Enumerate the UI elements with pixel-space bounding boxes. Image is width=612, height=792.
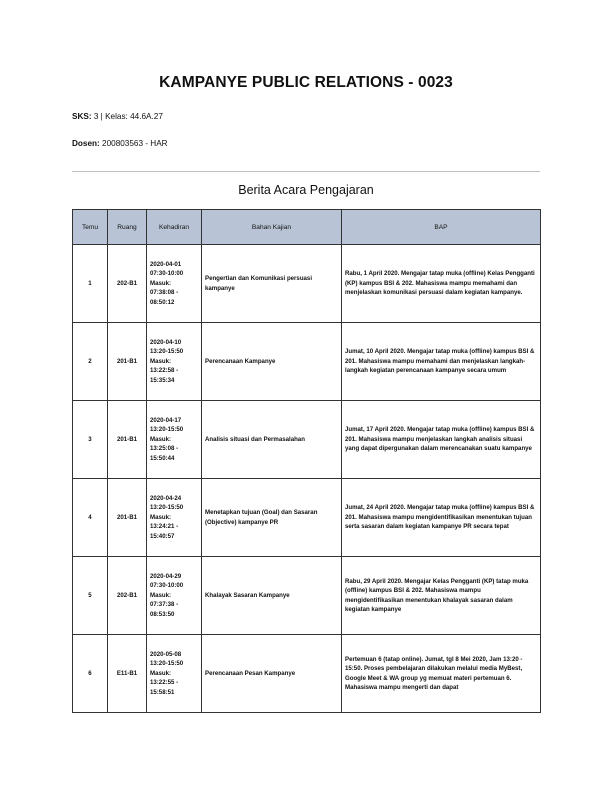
cell-temu: 1 [73,245,108,323]
table-row [73,635,541,713]
cell-ruang: 202-B1 [108,245,147,323]
header-temu: Temu [73,210,108,245]
bap-table [72,209,541,713]
dosen-value: 200803563 - HAR [102,139,168,148]
cell-bap: Jumat, 10 April 2020. Mengajar tatap muka (offline) kampus BSI & 201. Mahasiswa mampu memahami dan menjelaskan langkah-langkah kegiatan perencanaan kampanye secara umum [342,323,541,401]
cell-ruang: 202-B1 [108,557,147,635]
cell-ruang: 201-B1 [108,479,147,557]
table-row [73,401,541,479]
sks-kelas-line [72,112,163,121]
cell-bahan-kajian: Pengertian dan Komunikasi persuasi kampanye [202,245,342,323]
cell-bap: Jumat, 24 April 2020. Mengajar tatap muka (offline) kampus BSI & 201. Mahasiswa mampu mengidentifikasikan menentukan tujuan serta sasaran dalam kegiatan kampanye PR secara tepat [342,479,541,557]
cell-temu: 5 [73,557,108,635]
table-row [73,245,541,323]
page-title: KAMPANYE PUBLIC RELATIONS - 0023 [159,74,453,91]
cell-bahan-kajian: Menetapkan tujuan (Goal) dan Sasaran (Objective) kampanye PR [202,479,342,557]
cell-temu: 6 [73,635,108,713]
cell-bap: Jumat, 17 April 2020. Mengajar tatap muka (offline) kampus BSI & 201. Mahasiswa mampu menjelaskan langkah analisis situasi yang dapat dipergunakan dalam merencanakan suatu kampanye [342,401,541,479]
table-row [73,323,541,401]
cell-ruang: E11-B1 [108,635,147,713]
cell-bahan-kajian: Khalayak Sasaran Kampanye [202,557,342,635]
cell-bap: Pertemuan 6 (tatap online). Jumat, tgl 8 Mei 2020, Jam 13:20 - 15:50. Proses pembelajaran dilakukan melalui media MyBest, Google Meet & WA group yg memuat materi pertemuan 6. Mahasiswa mampu mengerti dan dapat [342,635,541,713]
header-ruang: Ruang [108,210,147,245]
cell-kehadiran: 2020-04-17 13:20-15:50 Masuk: 13:25:08 - 15:50:44 [147,401,202,479]
cell-bap: Rabu, 29 April 2020. Mengajar Kelas Pengganti (KP) tatap muka (offline) kampus BSI & 202. Mahasiswa mampu mengidentifikasikan menentukan khalayak sasaran dalam kegiatan kampanye [342,557,541,635]
cell-bahan-kajian: Analisis situasi dan Permasalahan [202,401,342,479]
cell-temu: 4 [73,479,108,557]
cell-kehadiran: 2020-04-29 07:30-10:00 Masuk: 07:37:38 - 08:53:50 [147,557,202,635]
dosen-line [72,139,168,148]
section-title: Berita Acara Pengajaran [238,183,374,197]
table-header-row [73,210,541,245]
header-bap: BAP [342,210,541,245]
cell-temu: 2 [73,323,108,401]
cell-kehadiran: 2020-05-08 13:20-15:50 Masuk: 13:22:55 - 15:58:51 [147,635,202,713]
cell-ruang: 201-B1 [108,323,147,401]
cell-kehadiran: 2020-04-10 13:20-15:50 Masuk: 13:22:58 - 15:35:34 [147,323,202,401]
sks-value: 3 | Kelas: 44.6A.27 [93,112,163,121]
cell-kehadiran: 2020-04-01 07:30-10:00 Masuk: 07:38:08 - 08:50:12 [147,245,202,323]
cell-bahan-kajian: Perencanaan Kampanye [202,323,342,401]
cell-temu: 3 [73,401,108,479]
divider [72,171,540,172]
cell-bahan-kajian: Perencanaan Pesan Kampanye [202,635,342,713]
header-kehadiran: Kehadiran [147,210,202,245]
dosen-label: Dosen: [72,139,100,148]
header-bahan-kajian: Bahan Kajian [202,210,342,245]
sks-label: SKS: [72,112,92,121]
table-row [73,557,541,635]
table-row [73,479,541,557]
cell-bap: Rabu, 1 April 2020. Mengajar tatap muka (offline) Kelas Pengganti (KP) kampus BSI & 202. Mahasiswa mampu memahami dan menjelaskan komunikasi persuasi dalam kegiatan kampanye. [342,245,541,323]
cell-ruang: 201-B1 [108,401,147,479]
cell-kehadiran: 2020-04-24 13:20-15:50 Masuk: 13:24:21 - 15:40:57 [147,479,202,557]
